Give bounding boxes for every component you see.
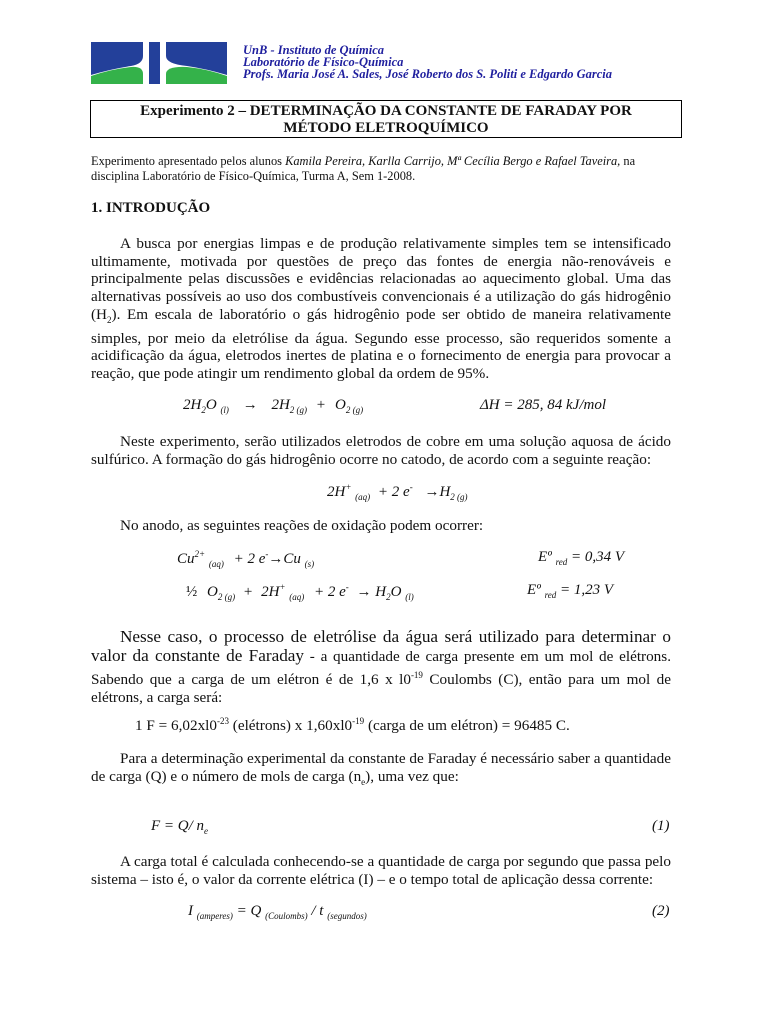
w-plus: + — [316, 397, 326, 413]
equation-1 — [151, 818, 208, 836]
equation-cathode — [327, 482, 468, 502]
a2-c-sub: 2 — [386, 592, 391, 602]
faraday-calculation — [135, 716, 570, 735]
w-p2-sub: 2 (g) — [345, 405, 364, 415]
p1-sub: 2 — [107, 314, 112, 325]
a2-c-state: (l) — [405, 592, 414, 602]
w-lhs-state: (l) — [220, 405, 229, 415]
a1-b-sup: - — [265, 549, 269, 559]
f-b: (elétrons) x 1,60xl0 — [228, 717, 353, 735]
w-p2: O — [335, 397, 346, 413]
p5-sub: e — [361, 776, 366, 787]
potential-oxygen — [527, 582, 613, 600]
paragraph-charge — [91, 750, 671, 791]
a1-c-state: (s) — [304, 559, 315, 569]
a1-e-sub: red — [555, 557, 568, 567]
w-p1: 2H — [271, 397, 290, 413]
a1-a: Cu — [177, 551, 195, 567]
a1-a-state: (aq) — [208, 559, 224, 569]
equation-water-electrolysis — [183, 397, 363, 415]
f-c: (carga de um elétron) = 96485 C. — [364, 717, 570, 735]
w-lhs2: O — [205, 397, 217, 413]
p4-d: Coulombs (C), então para um mol de elétrons, a carga será: — [91, 671, 671, 707]
a2-b: + 2 e — [313, 584, 346, 600]
unb-logo — [91, 42, 227, 84]
paragraph-faraday — [91, 628, 671, 707]
header-institute: UnB - Instituto de Química — [243, 43, 384, 57]
a1-a-sup: 2+ — [194, 549, 206, 559]
a2-h-state: (aq) — [289, 592, 305, 602]
equation-anode-oxygen — [186, 582, 414, 602]
credits-pre: Experimento apresentado pelos alunos — [91, 154, 286, 168]
a2-c2: O — [390, 584, 402, 600]
a2-arrow: → — [356, 584, 372, 600]
a2-o-sub: 2 (g) — [217, 592, 236, 602]
a1-e: Eº — [538, 549, 552, 565]
paragraph-intro — [91, 235, 671, 383]
f-a-sup: -23 — [216, 716, 229, 726]
a1-e-val: = 0,34 V — [571, 549, 625, 565]
paragraph-current — [91, 853, 671, 888]
credits-names: Kamila Pereira, Karlla Carrijo, Mª Cecília Bergo e Rafael Taveira, — [285, 154, 621, 168]
w-lhs-sub: 2 — [201, 405, 206, 415]
a2-o: O — [207, 584, 218, 600]
a2-e: Eº — [527, 582, 541, 598]
a2-plus: + — [243, 584, 253, 600]
a2-half: ½ — [186, 584, 198, 600]
enthalpy-value: ΔH = 285, 84 kJ/mol — [480, 397, 606, 413]
w-arrow: → — [242, 397, 258, 413]
e2-q-sub: (Coulombs) — [265, 911, 308, 921]
header-lab: Laboratório de Físico-Química — [243, 55, 404, 69]
e2-i-sub: (amperes) — [196, 911, 233, 921]
w-p1-sub: 2 (g) — [289, 405, 308, 415]
p3-text: No anodo, as seguintes reações de oxidação podem ocorrer: — [120, 517, 484, 534]
a2-e-val: = 1,23 V — [560, 582, 614, 598]
section-heading: 1. INTRODUÇÃO — [91, 200, 211, 216]
c-b-sup: - — [409, 482, 413, 492]
title-line-1: Experimento 2 – DETERMINAÇÃO DA CONSTANTE DE FARADAY POR — [140, 103, 632, 119]
p2-text: Neste experimento, serão utilizados eletrodos de cobre em uma solução aquosa de ácido sulfúrico. A formação do gás hidrogênio ocorre no catodo, de acordo com a seguinte reação: — [91, 433, 671, 468]
potential-copper — [538, 549, 624, 567]
p4-a: Nesse caso, o processo de eletrólise da água será utilizado para determinar o valor da constante de Faraday — [91, 627, 671, 665]
p1-a: A busca por energias limpas e de produção relativamente simples tem se intensificado ultimamente, motivada por questões de preço das fontes de energia não-renováveis e principalmente pelas discussões e evidências relacionadas ao aquecimento global. Uma das alternativas possíveis ao uso dos combustíveis convencionais é a utilização do gás hidrogênio (H — [91, 235, 671, 323]
a2-h: 2H — [261, 584, 280, 600]
header-professors: Profs. Maria José A. Sales, José Roberto dos S. Politi e Edgardo Garcia — [243, 67, 612, 81]
e1-lhs: F = Q/ n — [151, 818, 205, 834]
title-line-2: MÉTODO ELETROQUÍMICO — [283, 120, 489, 136]
c-c-sub: 2 (g) — [450, 492, 468, 502]
paragraph-cathode — [91, 433, 671, 468]
f-a: 1 F = 6,02xl0 — [135, 717, 217, 735]
e1-sub: e — [204, 826, 209, 836]
a1-arrow: → — [268, 551, 284, 567]
equation-1-number: (1) — [652, 818, 670, 834]
c-b: + 2 e — [377, 484, 410, 500]
e2-t-sub: (segundos) — [327, 911, 367, 921]
a2-c: H — [375, 584, 387, 600]
p4-b: - a quantidade de carga presente em um mol de elétrons. Sabendo que a carga de um elétron é de 1,6 x l0 — [91, 648, 671, 689]
p5-a: Para a determinação experimental da constante de Faraday é necessário saber a quantidade de carga (Q) e o número de mols de carga (n — [91, 750, 671, 785]
equation-2 — [188, 903, 367, 921]
e2-slash: / t — [307, 903, 324, 919]
equation-anode-copper — [177, 549, 314, 569]
w-lhs: 2H — [183, 397, 202, 413]
credits-post: na — [620, 154, 636, 168]
a2-b-sup: - — [345, 582, 349, 592]
c-c: H — [439, 484, 451, 500]
p4-sup: -19 — [410, 670, 423, 680]
equation-2-number: (2) — [652, 903, 670, 919]
e2-eq: = Q — [232, 903, 262, 919]
a2-h-sup: + — [279, 582, 286, 592]
credits — [91, 154, 681, 184]
paragraph-anode — [91, 517, 671, 535]
credits-line-2: disciplina Laboratório de Físico-Química, Turma A, Sem 1-2008. — [91, 169, 416, 183]
p1-c: ). Em escala de laboratório o gás hidrogênio pode ser obtido de maneira relativamente simples, por meio da eletrólise da água. Segundo esse processo, são requeridos somente a acidificação da água, eletrodos inertes de platina e o fornecimento de energia para provocar a reação, que pode atingir um rendimento global da ordem de 95%. — [91, 305, 671, 382]
p6-text: A carga total é calculada conhecendo-se a quantidade de carga por segundo que passa pelo sistema – isto é, o valor da corrente elétrica (I) – e o tempo total de aplicação dessa corrente: — [91, 853, 671, 888]
a1-b: + 2 e — [233, 551, 266, 567]
c-arrow: → — [424, 484, 440, 500]
title-box — [90, 100, 682, 138]
c-a-state: (aq) — [355, 492, 371, 502]
c-a-sup: + — [345, 482, 352, 492]
p5-c: ), uma vez que: — [365, 767, 459, 785]
e2-i: I — [188, 903, 193, 919]
a2-e-sub: red — [544, 590, 557, 600]
c-a: 2H — [327, 484, 346, 500]
a1-c: Cu — [283, 551, 301, 567]
f-b-sup: -19 — [352, 716, 365, 726]
